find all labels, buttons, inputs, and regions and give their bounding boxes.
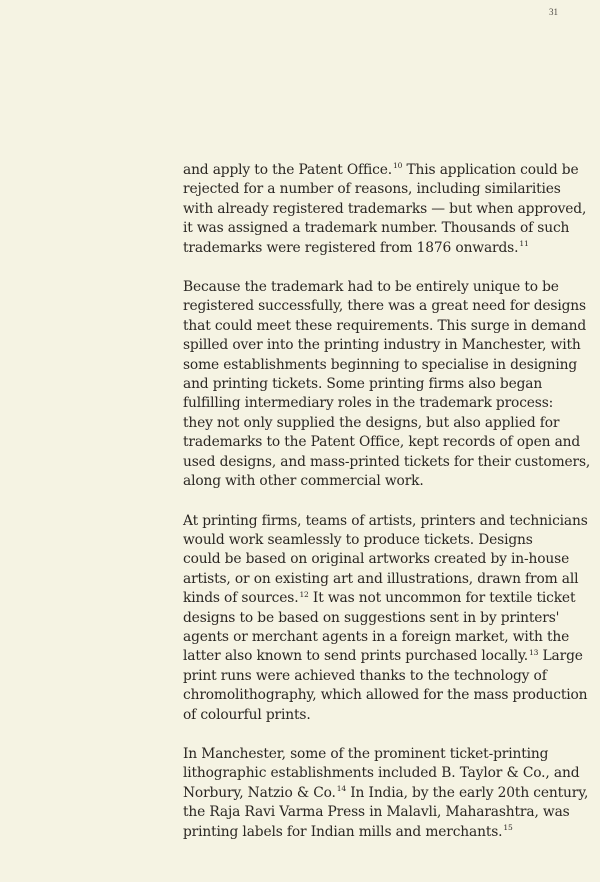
text-line	[183, 803, 578, 822]
text-line	[183, 686, 588, 705]
line-text: used designs, and mass-printed tickets for their customers,	[183, 453, 591, 470]
text-line	[183, 550, 578, 569]
line-text: some establishments beginning to specialise in designing	[183, 356, 578, 373]
line-text-continued: This application could be	[402, 162, 579, 178]
text-line	[183, 433, 581, 452]
text-line	[183, 239, 578, 258]
footnote-marker: 12	[299, 589, 309, 599]
line-text: with already registered trademarks — but when approved,	[183, 200, 587, 217]
line-text: it was assigned a trademark number. Thousands of such	[183, 220, 570, 237]
text-line	[183, 200, 587, 219]
text-line	[183, 706, 578, 725]
text-line	[183, 394, 578, 413]
text-line	[183, 317, 587, 336]
text-line	[183, 297, 586, 316]
line-text: and printing tickets. Some printing firms also began	[183, 376, 543, 393]
footnote-marker: 15	[503, 823, 513, 832]
text-line	[183, 453, 591, 472]
line-text: could be based on original artworks created by in-house	[183, 551, 570, 568]
line-text: would work seamlessly to produce tickets. Designs	[183, 531, 533, 548]
line-text: fulfilling intermediary roles in the trademark process:	[183, 395, 554, 412]
text-line	[183, 745, 578, 764]
line-text: latter also known to send prints purchased locally.	[183, 648, 529, 665]
footnote-marker: 10	[393, 161, 403, 171]
page-number: 31	[549, 7, 558, 17]
text-line	[183, 531, 578, 550]
body-text	[183, 161, 591, 862]
text-line	[183, 784, 589, 803]
text-line	[183, 667, 578, 686]
line-text: agents or merchant agents in a foreign market, with the	[183, 628, 570, 645]
text-line	[183, 589, 578, 608]
line-text: rejected for a number of reasons, including similarities	[183, 181, 561, 198]
paragraph	[183, 161, 587, 258]
text-line	[183, 278, 578, 297]
line-text-continued: In India, by the early 20th century,	[346, 784, 589, 801]
line-text: lithographic establishments included B. Taylor & Co., and	[183, 765, 580, 782]
paragraph	[183, 745, 589, 842]
line-text: print runs were achieved thanks to the technology of	[183, 667, 547, 684]
text-line	[183, 375, 578, 394]
line-text: trademarks were registered from 1876 onwards.	[183, 239, 519, 256]
text-line	[183, 823, 578, 842]
line-text: Because the trademark had to be entirely unique to be	[183, 279, 559, 296]
text-line	[183, 512, 588, 531]
line-text: they not only supplied the designs, but also applied for	[183, 414, 560, 431]
line-text: that could meet these requirements. This surge in demand	[183, 317, 587, 334]
line-text: of colourful prints.	[183, 706, 311, 723]
line-text: kinds of sources.	[183, 590, 299, 607]
line-text: and apply to the Patent Office.	[183, 162, 393, 178]
footnote-marker: 13	[529, 647, 539, 657]
text-line	[183, 219, 578, 238]
line-text-continued: It was not uncommon for textile ticket	[308, 590, 576, 607]
line-text: designs to be based on suggestions sent in by printers'	[183, 609, 560, 626]
text-line	[183, 472, 578, 491]
line-text: Norbury, Natzio & Co.	[183, 784, 336, 801]
text-line	[183, 647, 583, 666]
paragraph	[183, 278, 591, 491]
line-text: In Manchester, some of the prominent ticket-printing	[183, 745, 549, 762]
footnote-marker: 14	[336, 784, 347, 794]
line-text: trademarks to the Patent Office, kept records of open and	[183, 434, 581, 451]
text-line	[183, 180, 578, 199]
line-text: artists, or on existing art and illustrations, drawn from all	[183, 570, 579, 587]
text-line	[183, 356, 578, 375]
text-line	[183, 336, 581, 355]
line-text: the Raja Ravi Varma Press in Malavli, Maharashtra, was	[183, 804, 570, 821]
line-text-continued: Large	[538, 648, 583, 665]
footnote-marker: 11	[519, 239, 529, 249]
text-line	[183, 161, 578, 180]
line-text: At printing firms, teams of artists, printers and technicians	[183, 512, 588, 529]
text-line	[183, 570, 578, 589]
text-line	[183, 628, 578, 647]
line-text: registered successfully, there was a great need for designs	[183, 298, 586, 315]
paragraph	[183, 512, 588, 725]
text-line	[183, 414, 578, 433]
line-text: printing labels for Indian mills and merchants.	[183, 823, 503, 840]
text-line	[183, 609, 578, 628]
line-text: spilled over into the printing industry in Manchester, with	[183, 337, 581, 354]
text-line	[183, 764, 578, 783]
line-text: along with other commercial work.	[183, 473, 424, 490]
line-text: chromolithography, which allowed for the mass production	[183, 687, 588, 704]
